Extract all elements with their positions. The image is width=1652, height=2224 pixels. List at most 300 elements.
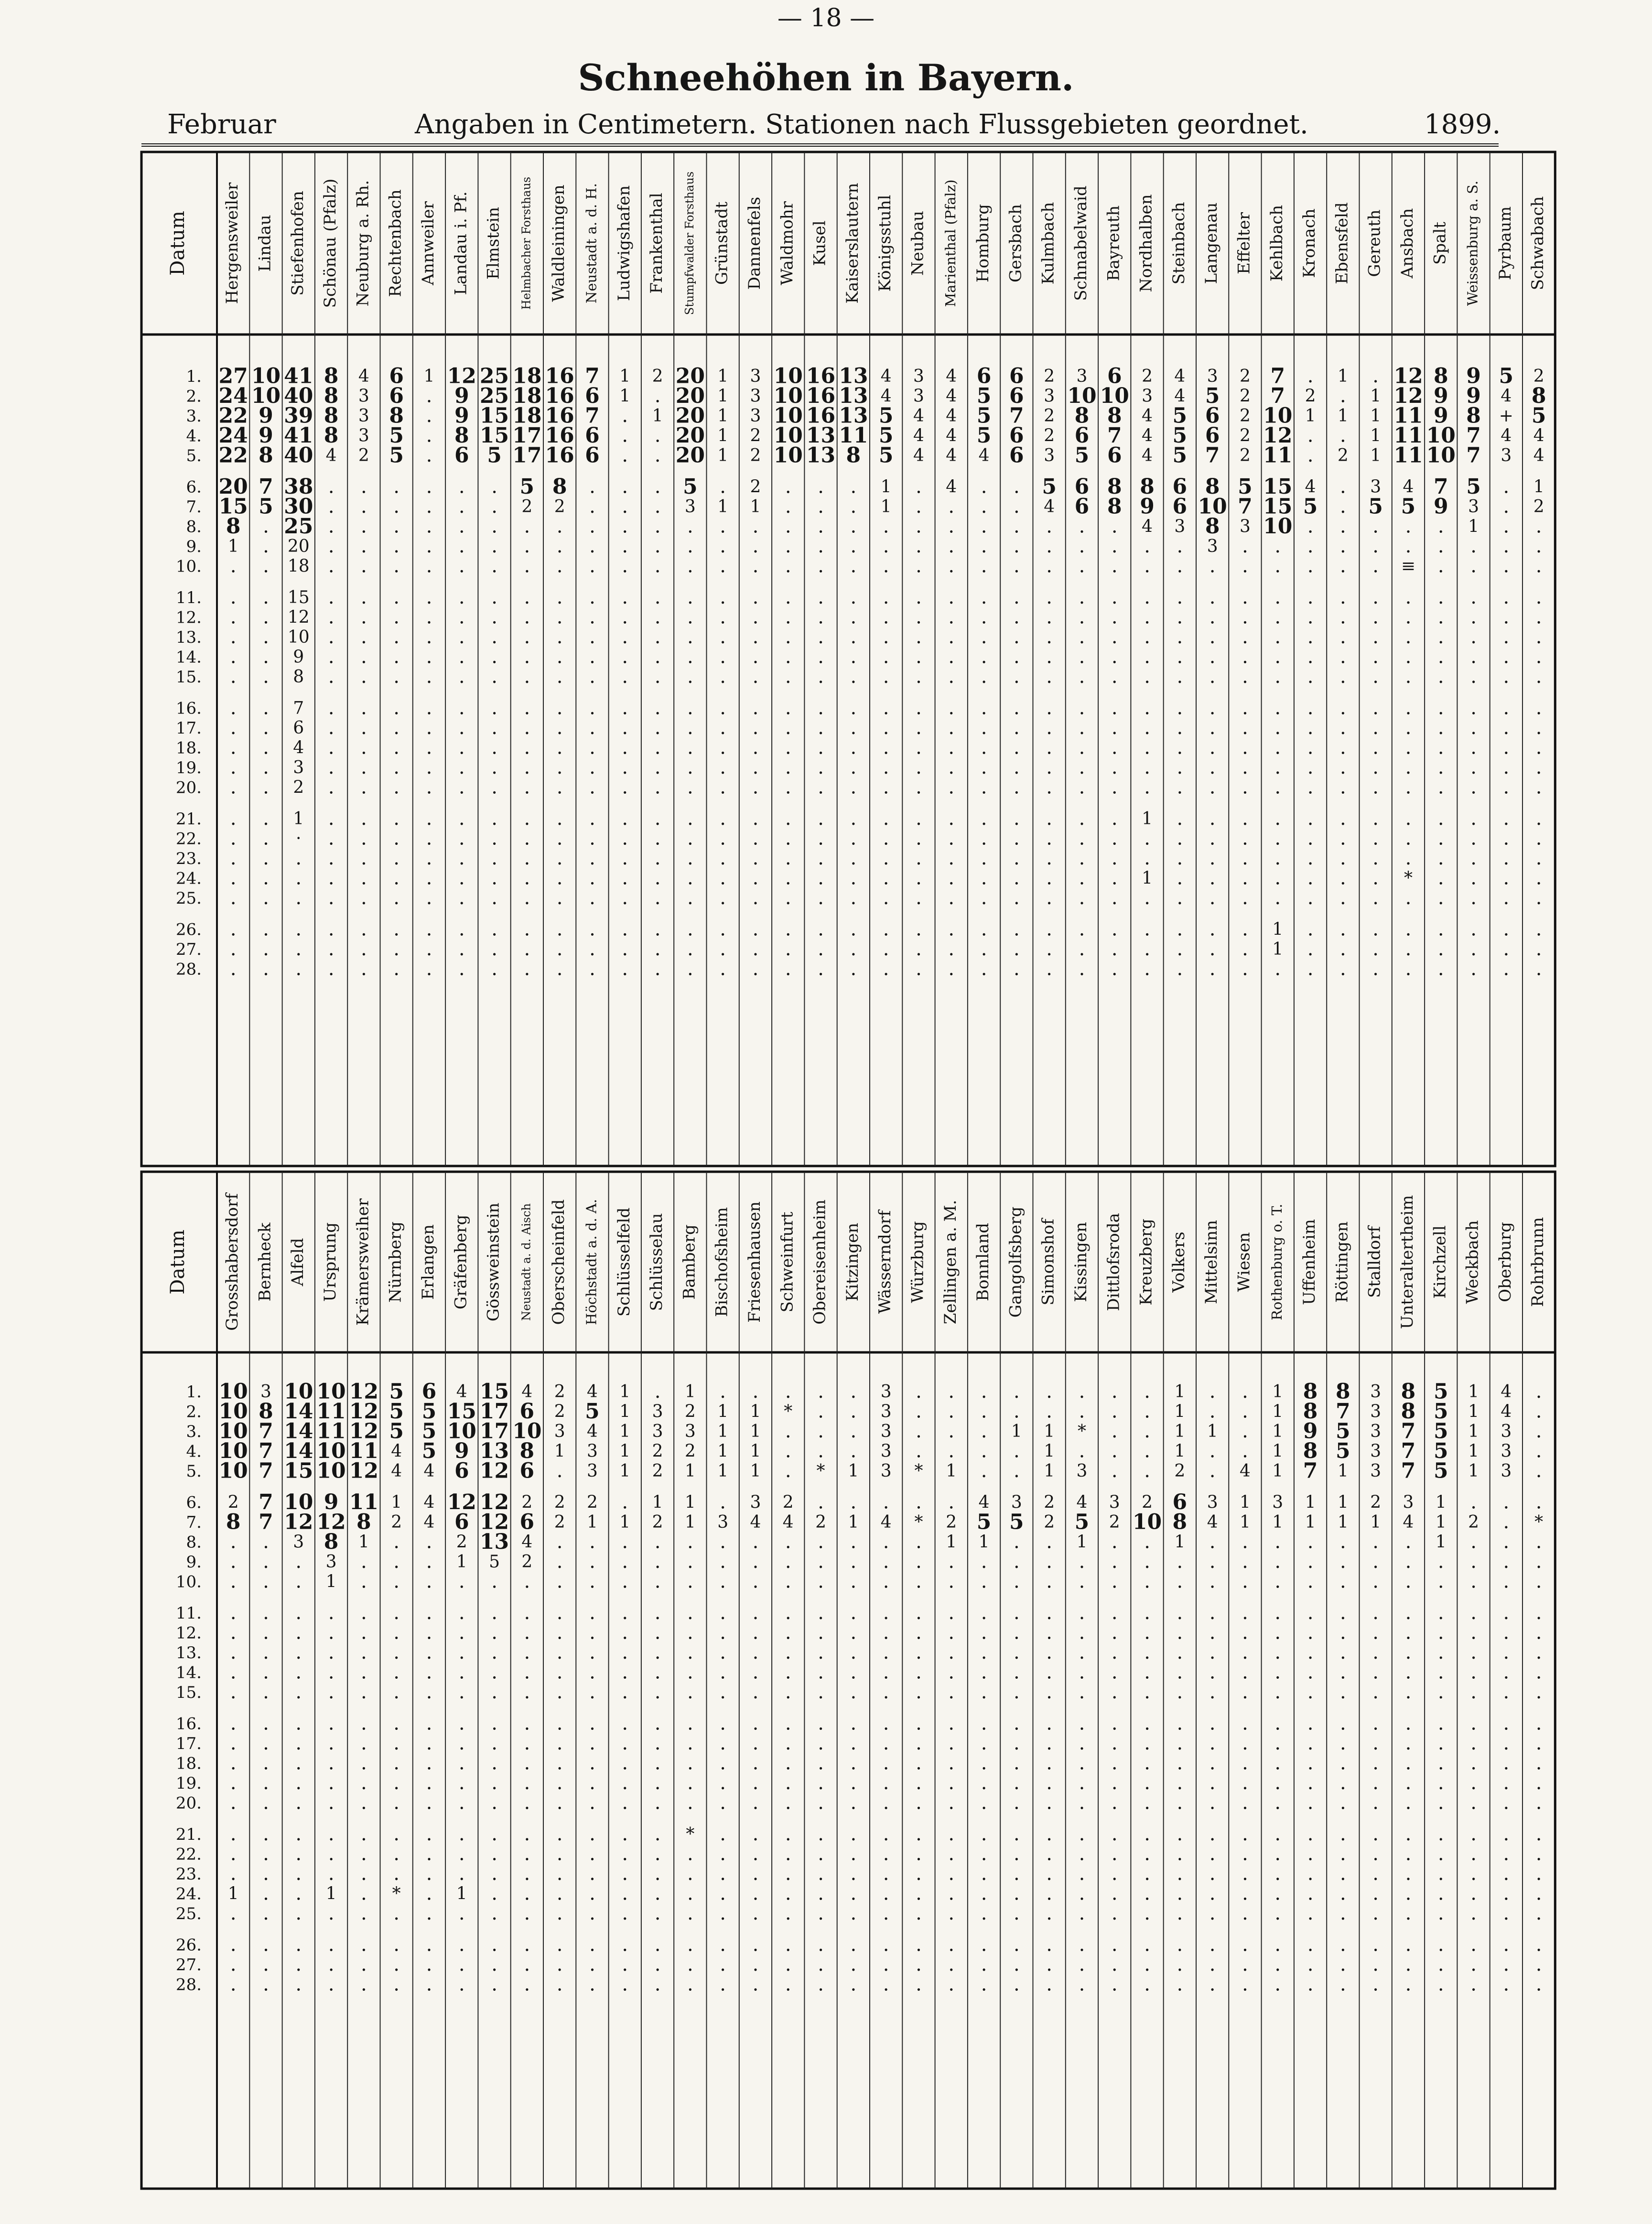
upper-cell: 2 <box>554 497 565 517</box>
upper-cell: 20 <box>288 537 310 556</box>
upper-day-label: 17. <box>176 719 202 738</box>
upper-cell: . <box>393 717 400 739</box>
lower-cell: . <box>883 1551 889 1573</box>
lower-cell: . <box>1405 1934 1412 1956</box>
upper-cell: . <box>720 606 726 628</box>
upper-cell: . <box>328 918 335 940</box>
lower-cell: 15 <box>480 1380 509 1404</box>
lower-cell: . <box>491 1823 497 1845</box>
upper-cell: 7 <box>1434 475 1448 499</box>
lower-cell: 3 <box>881 1382 892 1402</box>
lower-cell: * <box>914 1461 923 1481</box>
upper-cell: 2 <box>1338 446 1349 465</box>
upper-cell: . <box>687 516 693 538</box>
lower-cell: . <box>1209 1974 1216 1996</box>
upper-cell: . <box>1438 777 1444 799</box>
upper-cell: . <box>1046 847 1052 869</box>
lower-cell: . <box>1307 1863 1314 1885</box>
upper-cell: . <box>655 958 661 980</box>
lower-cell: . <box>1014 1381 1020 1403</box>
lower-cell: 9 <box>324 1490 339 1514</box>
lower-cell: . <box>589 1843 595 1865</box>
upper-cell: . <box>655 808 661 830</box>
upper-cell: 20 <box>676 404 705 428</box>
lower-cell: . <box>1274 1974 1281 1996</box>
upper-cell: . <box>1144 646 1150 668</box>
lower-cell: . <box>426 1602 432 1624</box>
lower-cell: . <box>655 1823 661 1845</box>
upper-cell: . <box>948 938 954 960</box>
upper-cell: . <box>1340 958 1346 980</box>
upper-cell: 15 <box>1263 475 1292 499</box>
lower-cell: 14 <box>284 1419 313 1444</box>
lower-cell: . <box>883 1531 889 1553</box>
upper-cell: 2 <box>521 497 532 517</box>
upper-cell: . <box>916 887 922 909</box>
upper-cell: . <box>1372 626 1379 648</box>
upper-cell: . <box>720 626 726 648</box>
lower-cell: . <box>1242 1863 1248 1885</box>
upper-cell: . <box>687 918 693 940</box>
upper-cell: . <box>1274 535 1281 557</box>
lower-cell: . <box>1144 1863 1150 1885</box>
lower-cell: . <box>1536 1662 1542 1684</box>
upper-cell: . <box>361 777 367 799</box>
upper-day-label: 11. <box>176 588 202 607</box>
upper-cell: 7 <box>1466 423 1481 448</box>
upper-cell: . <box>1079 626 1085 648</box>
upper-cell: . <box>1046 737 1052 759</box>
upper-station-header: Schwabach <box>1528 196 1547 291</box>
upper-cell: . <box>1307 918 1314 940</box>
lower-cell: 6 <box>454 1459 469 1483</box>
lower-cell: . <box>230 1641 237 1663</box>
lower-cell: . <box>655 1713 661 1735</box>
lower-cell: . <box>295 1974 302 1996</box>
lower-cell: . <box>981 1571 987 1593</box>
upper-cell: 7 <box>1205 443 1220 468</box>
lower-cell: . <box>687 1531 693 1553</box>
upper-cell: . <box>1438 887 1444 909</box>
upper-cell: . <box>818 808 824 830</box>
upper-cell: . <box>557 606 563 628</box>
lower-cell: . <box>655 1551 661 1573</box>
upper-cell: . <box>263 666 269 688</box>
lower-cell: . <box>785 1531 791 1553</box>
lower-cell: 1 <box>1174 1382 1185 1402</box>
lower-cell: 1 <box>619 1382 630 1402</box>
upper-cell: . <box>1144 606 1150 628</box>
upper-cell: 6 <box>1009 364 1024 389</box>
lower-cell: . <box>1372 1792 1379 1814</box>
lower-cell: . <box>589 1713 595 1735</box>
lower-cell: . <box>1274 1641 1281 1663</box>
upper-cell: 8 <box>1075 404 1090 428</box>
lower-cell: . <box>720 1772 726 1794</box>
upper-cell: . <box>1046 756 1052 778</box>
upper-cell: . <box>328 516 335 538</box>
lower-cell: . <box>230 1571 237 1593</box>
lower-cell: 3 <box>1403 1493 1414 1512</box>
upper-cell: . <box>1405 958 1412 980</box>
lower-cell: . <box>1144 1440 1150 1462</box>
lower-cell: . <box>1046 1662 1052 1684</box>
lower-cell: 3 <box>260 1382 271 1402</box>
upper-cell: . <box>818 828 824 850</box>
upper-cell: . <box>459 918 465 940</box>
lower-cell: . <box>1209 1460 1216 1482</box>
lower-cell: . <box>622 1641 628 1663</box>
lower-cell: . <box>426 1752 432 1774</box>
upper-cell: . <box>785 887 791 909</box>
lower-cell: 1 <box>1305 1493 1316 1512</box>
lower-cell: . <box>916 1792 922 1814</box>
upper-cell: . <box>1405 737 1412 759</box>
lower-cell: 8 <box>1401 1380 1416 1404</box>
lower-cell: . <box>1470 1641 1477 1663</box>
upper-cell: . <box>557 938 563 960</box>
upper-cell: . <box>524 666 530 688</box>
lower-cell: . <box>622 1934 628 1956</box>
upper-cell: . <box>230 666 237 688</box>
lower-cell: . <box>1536 1954 1542 1976</box>
lower-day-label: 12. <box>176 1624 202 1643</box>
upper-cell: . <box>655 626 661 648</box>
upper-cell: 8 <box>293 667 304 687</box>
lower-day-label: 28. <box>176 1976 202 1995</box>
lower-station-header: Krämersweiher <box>353 1198 372 1326</box>
lower-cell: . <box>1470 1934 1477 1956</box>
upper-cell: . <box>818 847 824 869</box>
upper-cell: . <box>1438 756 1444 778</box>
upper-cell: . <box>1438 586 1444 608</box>
lower-cell: . <box>948 1662 954 1684</box>
lower-cell: . <box>753 1863 759 1885</box>
lower-cell: . <box>1307 1602 1314 1624</box>
lower-day-label: 7. <box>186 1513 202 1532</box>
lower-cell: . <box>981 1622 987 1644</box>
lower-cell: . <box>295 1622 302 1644</box>
lower-cell: . <box>459 1622 465 1644</box>
lower-cell: . <box>589 1934 595 1956</box>
lower-cell: 2 <box>1044 1493 1055 1512</box>
lower-cell: . <box>1144 1531 1150 1553</box>
lower-cell: 3 <box>685 1422 696 1441</box>
lower-cell: . <box>361 1843 367 1865</box>
upper-cell: . <box>524 938 530 960</box>
lower-cell: . <box>1340 1551 1346 1573</box>
upper-cell: . <box>1372 697 1379 719</box>
upper-cell: . <box>557 808 563 830</box>
lower-cell: 8 <box>226 1510 241 1534</box>
lower-cell: . <box>1536 1843 1542 1865</box>
upper-cell: . <box>1242 808 1248 830</box>
lower-cell: 8 <box>1401 1399 1416 1424</box>
upper-cell: . <box>1242 958 1248 980</box>
upper-station-header: Stumpfwalder Forsthaus <box>683 172 696 315</box>
upper-cell: . <box>1274 887 1281 909</box>
lower-cell: 4 <box>456 1382 467 1402</box>
upper-cell: . <box>850 938 856 960</box>
lower-cell: . <box>720 1381 726 1403</box>
lower-cell: 1 <box>717 1442 728 1461</box>
upper-cell: . <box>1503 666 1509 688</box>
upper-cell: . <box>753 586 759 608</box>
lower-cell: . <box>1340 1883 1346 1905</box>
upper-cell: . <box>1536 626 1542 648</box>
lower-cell: . <box>393 1681 400 1703</box>
lower-cell: . <box>459 1954 465 1976</box>
lower-cell: . <box>1242 1571 1248 1593</box>
lower-cell: . <box>1503 1934 1509 1956</box>
upper-cell: . <box>948 626 954 648</box>
upper-cell: . <box>524 516 530 538</box>
lower-cell: 8 <box>356 1510 371 1534</box>
upper-cell: . <box>1372 516 1379 538</box>
lower-cell: . <box>393 1622 400 1644</box>
upper-cell: . <box>785 717 791 739</box>
upper-cell: . <box>1503 777 1509 799</box>
upper-cell: . <box>916 516 922 538</box>
lower-cell: . <box>981 1843 987 1865</box>
upper-cell: 18 <box>512 384 541 408</box>
upper-cell: . <box>1014 958 1020 980</box>
lower-day-label: 10. <box>176 1573 202 1592</box>
upper-cell: 8 <box>324 364 339 389</box>
lower-cell: . <box>1307 1531 1314 1553</box>
lower-cell: . <box>1014 1732 1020 1754</box>
upper-cell: . <box>981 476 987 498</box>
upper-station-header: Lindau <box>255 215 274 271</box>
lower-cell: . <box>1503 1863 1509 1885</box>
lower-cell: . <box>1405 1772 1412 1794</box>
lower-station-header: Weckbach <box>1463 1220 1482 1304</box>
upper-cell: . <box>883 535 889 557</box>
lower-cell: 12 <box>480 1510 509 1534</box>
upper-cell: 5 <box>879 404 894 428</box>
lower-cell: . <box>230 1902 237 1924</box>
upper-cell: . <box>655 756 661 778</box>
lower-cell: 1 <box>1044 1461 1055 1481</box>
lower-cell: . <box>753 1883 759 1905</box>
lower-cell: . <box>818 1732 824 1754</box>
lower-cell: . <box>883 1843 889 1865</box>
upper-cell: . <box>1503 697 1509 719</box>
lower-cell: . <box>850 1883 856 1905</box>
lower-cell: . <box>687 1571 693 1593</box>
upper-cell: 1 <box>1338 406 1349 426</box>
upper-cell: . <box>655 606 661 628</box>
lower-cell: . <box>1405 1531 1412 1553</box>
lower-cell: . <box>1144 1571 1150 1593</box>
lower-cell: . <box>1079 1863 1085 1885</box>
upper-cell: . <box>1307 938 1314 960</box>
lower-cell: . <box>785 1934 791 1956</box>
lower-cell: . <box>1438 1974 1444 1996</box>
upper-cell: . <box>622 697 628 719</box>
upper-cell: . <box>1046 867 1052 889</box>
lower-cell: . <box>1405 1551 1412 1573</box>
lower-cell: . <box>622 1491 628 1513</box>
upper-cell: 11 <box>1393 404 1423 428</box>
upper-cell: . <box>1144 777 1150 799</box>
lower-cell: . <box>1536 1974 1542 1996</box>
lower-cell: . <box>1014 1713 1020 1735</box>
upper-cell: . <box>850 626 856 648</box>
lower-cell: . <box>1242 1551 1248 1573</box>
upper-table <box>141 152 1555 1166</box>
lower-cell: . <box>1438 1713 1444 1735</box>
upper-cell: 16 <box>806 364 835 389</box>
lower-cell: . <box>361 1641 367 1663</box>
lower-cell: . <box>361 1732 367 1754</box>
lower-cell: . <box>1112 1681 1118 1703</box>
upper-cell: 1 <box>652 406 663 426</box>
upper-day-label: 20. <box>176 778 202 798</box>
lower-cell: 1 <box>979 1533 990 1552</box>
lower-cell: . <box>491 1974 497 1996</box>
upper-cell: 8 <box>552 475 567 499</box>
upper-cell: . <box>1470 938 1477 960</box>
lower-cell: . <box>524 1883 530 1905</box>
upper-cell: 5 <box>520 475 535 499</box>
lower-cell: . <box>263 1843 269 1865</box>
upper-cell: . <box>1014 626 1020 648</box>
upper-cell: . <box>785 777 791 799</box>
lower-cell: . <box>1274 1823 1281 1845</box>
lower-cell: . <box>263 1732 269 1754</box>
upper-cell: . <box>883 867 889 889</box>
upper-station-header: Bayreuth <box>1104 205 1123 281</box>
lower-cell: 5 <box>1434 1439 1448 1463</box>
upper-cell: . <box>687 626 693 648</box>
upper-cell: 11 <box>1263 443 1292 468</box>
upper-cell: . <box>491 666 497 688</box>
upper-cell: 5 <box>977 384 992 408</box>
lower-cell: 10 <box>284 1490 313 1514</box>
lower-cell: . <box>948 1823 954 1845</box>
upper-cell: . <box>1209 777 1216 799</box>
lower-cell: 1 <box>391 1493 402 1512</box>
lower-cell: . <box>948 1440 954 1462</box>
upper-cell: . <box>753 646 759 668</box>
lower-cell: 6 <box>520 1510 535 1534</box>
upper-cell: . <box>818 646 824 668</box>
upper-cell: 8 <box>1205 514 1220 539</box>
lower-station-header: Höchstadt a. d. A. <box>583 1199 599 1325</box>
lower-cell: . <box>1112 1531 1118 1553</box>
upper-cell: 6 <box>1009 384 1024 408</box>
lower-station-header: Kirchzell <box>1430 1225 1449 1298</box>
lower-cell: . <box>720 1974 726 1996</box>
lower-cell: . <box>426 1823 432 1845</box>
upper-cell: . <box>1340 918 1346 940</box>
lower-cell: 10 <box>284 1380 313 1404</box>
lower-cell: . <box>1112 1440 1118 1462</box>
lower-cell: . <box>1405 1902 1412 1924</box>
lower-cell: . <box>818 1622 824 1644</box>
upper-cell: 3 <box>1240 517 1251 537</box>
lower-station-header: Ursprung <box>321 1222 340 1302</box>
lower-cell: 8 <box>1173 1510 1188 1534</box>
lower-cell: . <box>1470 1883 1477 1905</box>
lower-cell: . <box>1112 1622 1118 1644</box>
lower-cell: . <box>948 1551 954 1573</box>
upper-cell: . <box>1340 516 1346 538</box>
lower-cell: . <box>720 1662 726 1684</box>
lower-cell: 4 <box>1501 1382 1512 1402</box>
upper-cell: . <box>1307 777 1314 799</box>
upper-cell: . <box>1405 847 1412 869</box>
upper-cell: 20 <box>676 384 705 408</box>
upper-cell: 4 <box>946 406 957 426</box>
lower-cell: . <box>1177 1934 1183 1956</box>
lower-cell: . <box>818 1752 824 1774</box>
lower-cell: 17 <box>480 1419 509 1444</box>
lower-cell: 2 <box>1468 1512 1479 1532</box>
upper-cell: . <box>785 496 791 518</box>
lower-day-label: 2. <box>186 1403 202 1422</box>
lower-day-label: 1. <box>186 1382 202 1402</box>
lower-cell: . <box>393 1641 400 1663</box>
lower-cell: . <box>263 1622 269 1644</box>
upper-cell: 2 <box>1240 446 1251 465</box>
upper-cell: . <box>720 918 726 940</box>
lower-cell: . <box>459 1934 465 1956</box>
upper-cell: 7 <box>293 699 304 718</box>
lower-cell: . <box>295 1571 302 1593</box>
upper-cell: . <box>1372 586 1379 608</box>
lower-cell: . <box>687 1883 693 1905</box>
lower-cell: . <box>1046 1531 1052 1553</box>
upper-cell: 6 <box>585 423 600 448</box>
lower-cell: 4 <box>423 1493 434 1512</box>
lower-cell: . <box>1536 1934 1542 1956</box>
upper-cell: . <box>1372 887 1379 909</box>
lower-cell: . <box>1112 1883 1118 1905</box>
lower-cell: 5 <box>1336 1439 1350 1463</box>
lower-cell: 12 <box>349 1380 378 1404</box>
upper-cell: 4 <box>979 446 990 465</box>
upper-cell: 3 <box>913 387 924 406</box>
upper-cell: 16 <box>806 384 835 408</box>
upper-cell: . <box>328 867 335 889</box>
lower-station-header: Zellingen a. M. <box>941 1200 960 1324</box>
lower-cell: . <box>916 1531 922 1553</box>
lower-cell: . <box>295 1902 302 1924</box>
upper-day-label: 15. <box>176 668 202 687</box>
upper-cell: . <box>589 808 595 830</box>
lower-cell: . <box>1503 1622 1509 1644</box>
lower-cell: . <box>1112 1902 1118 1924</box>
lower-cell: . <box>230 1551 237 1573</box>
lower-cell: . <box>1307 1732 1314 1754</box>
upper-cell: 9 <box>293 648 304 667</box>
lower-day-label: 9. <box>186 1553 202 1572</box>
lower-cell: . <box>328 1732 335 1754</box>
lower-cell: . <box>557 1843 563 1865</box>
upper-cell: . <box>1209 555 1216 577</box>
lower-cell: 1 <box>1207 1422 1218 1441</box>
upper-cell: . <box>459 938 465 960</box>
lower-cell: . <box>1536 1772 1542 1794</box>
upper-cell: . <box>1079 555 1085 577</box>
upper-cell: 16 <box>545 443 574 468</box>
lower-cell: . <box>1014 1602 1020 1624</box>
upper-cell: . <box>883 586 889 608</box>
upper-cell: . <box>916 918 922 940</box>
lower-cell: . <box>1014 1571 1020 1593</box>
